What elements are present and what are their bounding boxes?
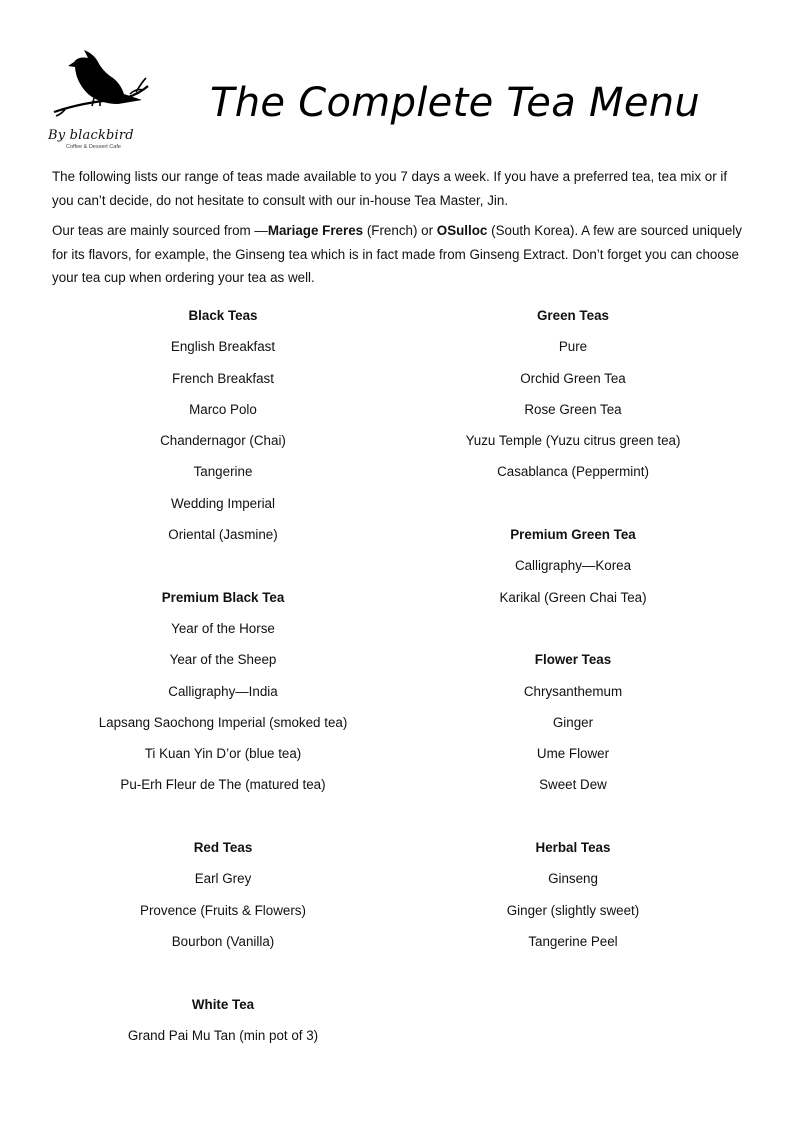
intro-paragraph-1: The following lists our range of teas made available to you 7 days a week. If you have a preferred tea, tea mix or if you can’t decide, do not hesitate to consult with our in-house Tea Master, Jin. — [52, 169, 728, 208]
section-spacer — [410, 613, 736, 644]
menu-item: Chrysanthemum — [523, 683, 623, 699]
section-title-red-teas: Red Teas — [193, 840, 253, 856]
menu-item: Earl Grey — [194, 871, 252, 887]
menu-item: Sweet Dew — [539, 777, 607, 793]
menu-item: Tangerine Peel — [528, 933, 618, 949]
section-title-flower-teas: Flower Teas — [534, 652, 612, 668]
menu-item: Ti Kuan Yin D’or (blue tea) — [144, 746, 302, 762]
menu-item: Grand Pai Mu Tan (min pot of 3) — [127, 1027, 319, 1043]
menu-item: Calligraphy—India — [168, 683, 278, 699]
section-title-green-teas: Green Teas — [537, 308, 609, 323]
menu-item: Marco Polo — [189, 401, 257, 417]
section-spacer — [410, 801, 736, 832]
menu-item: Lapsang Saochong Imperial (smoked tea) — [98, 714, 348, 730]
supplier-mariage-freres: Mariage Freres — [267, 223, 364, 238]
menu-item: English Breakfast — [170, 339, 276, 355]
section-spacer — [410, 488, 736, 519]
section-title-herbal-teas: Herbal Teas — [535, 840, 611, 856]
section-title-white-tea: White Tea — [191, 996, 255, 1012]
logo-tagline: Coffee & Dessert Cafe — [66, 144, 121, 150]
menu-item: Pure — [558, 339, 588, 355]
section-title-premium-green-tea: Premium Green Tea — [510, 527, 636, 543]
menu-item: Yuzu Temple (Yuzu citrus green tea) — [465, 433, 681, 449]
bird-on-branch-icon — [44, 42, 156, 130]
menu-item: Tangerine — [193, 464, 253, 480]
menu-item: French Breakfast — [172, 370, 274, 386]
blackbird-logo — [44, 42, 156, 160]
logo-brand-text: By blackbird — [48, 128, 134, 143]
menu-item: Wedding Imperial — [171, 495, 275, 511]
menu-item: Bourbon (Vanilla) — [171, 933, 275, 949]
menu-item: Calligraphy—Korea — [514, 558, 632, 574]
menu-item: Pu-Erh Fleur de The (matured tea) — [120, 777, 326, 793]
menu-column-left — [60, 300, 386, 1051]
menu-item: Ume Flower — [536, 746, 610, 762]
menu-column-right — [410, 300, 736, 957]
menu-item: Year of the Sheep — [169, 652, 277, 668]
menu-item: Orchid Green Tea — [520, 370, 626, 386]
section-spacer — [60, 957, 386, 988]
menu-item: Ginseng — [548, 871, 598, 887]
intro-paragraph-2 — [52, 219, 752, 290]
menu-item: Casablanca (Peppermint) — [497, 464, 649, 480]
menu-item: Ginger (slightly sweet) — [506, 902, 640, 918]
intro-text: Our teas are mainly sourced from — — [52, 223, 268, 238]
menu-item: Oriental (Jasmine) — [168, 527, 278, 543]
page-title: The Complete Tea Menu — [210, 80, 701, 126]
section-title-premium-black-tea: Premium Black Tea — [161, 589, 285, 605]
intro-text: (French) or — [363, 223, 437, 238]
intro-text: (South Korea). A few are sourced uniquely for its flavors, for example, the Ginseng tea which is in fact made from Ginseng Extract. Don’t forget you can choose your tea cup when ordering your tea as well. — [52, 223, 742, 285]
section-spacer — [60, 801, 386, 832]
menu-item: Rose Green Tea — [524, 401, 622, 417]
menu-item: Provence (Fruits & Flowers) — [140, 902, 306, 918]
menu-item: Year of the Horse — [171, 620, 275, 636]
section-title-black-teas: Black Teas — [188, 308, 258, 323]
menu-item: Ginger — [552, 714, 594, 730]
supplier-osulloc: OSulloc — [436, 223, 488, 238]
menu-item: Karikal (Green Chai Tea) — [499, 589, 647, 605]
section-spacer — [60, 550, 386, 581]
menu-item: Chandernagor (Chai) — [160, 433, 286, 449]
